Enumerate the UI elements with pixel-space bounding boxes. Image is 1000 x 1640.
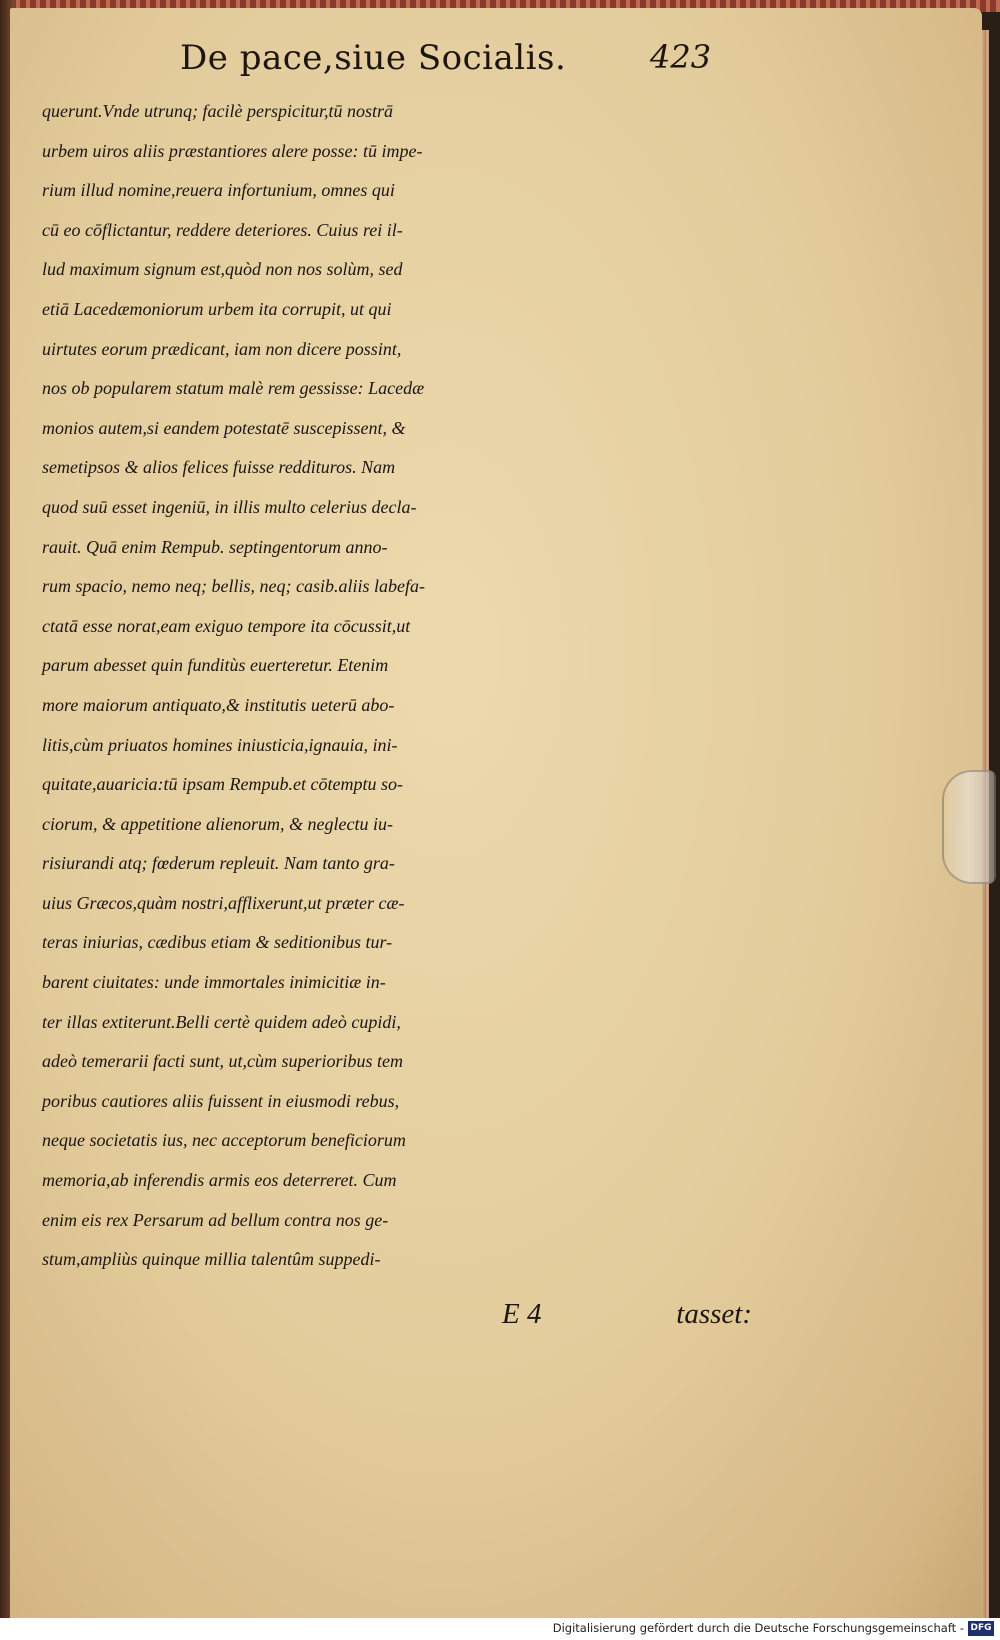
text-line: adeò temerarii facti sunt, ut,cùm superioribus tem: [42, 1051, 403, 1072]
text-line: barent ciuitates: unde immortales inimicitiæ in-: [42, 972, 386, 993]
text-line: neque societatis ius, nec acceptorum beneficiorum: [42, 1130, 406, 1151]
text-line: ter illas extiterunt.Belli certè quidem adeò cupidi,: [42, 1011, 401, 1032]
text-line: etiā Lacedæmoniorum urbem ita corrupit, ut qui: [42, 298, 392, 319]
text-line: risiurandi atq; fœderum repleuit. Nam tanto gra-: [42, 853, 395, 874]
text-line: querunt.Vnde utrunq; facilè perspicitur,tū nostrā: [42, 101, 393, 121]
text-line: uius Græcos,quàm nostri,afflixerunt,ut præter cæ-: [42, 892, 405, 913]
text-line: cū eo cōflictantur, reddere deteriores. Cuius rei il-: [42, 219, 403, 240]
page-clip: [942, 770, 996, 884]
text-line: more maiorum antiquato,& institutis ueterū abo-: [42, 694, 395, 715]
running-head: De pace,siue Socialis.: [180, 38, 567, 78]
text-line: semetipsos & alios felices fuisse reddituros. Nam: [42, 457, 396, 478]
text-line: rauit. Quā enim Rempub. septingentorum anno-: [42, 536, 388, 557]
text-line: enim eis rex Persarum ad bellum contra nos ge-: [42, 1209, 389, 1230]
text-line: quod suū esset ingeniū, in illis multo celerius decla-: [42, 496, 417, 517]
signature-mark: E 4: [502, 1298, 542, 1330]
text-line: lud maximum signum est,quòd non nos solùm, sed: [42, 259, 403, 280]
text-line: rum spacio, nemo neq; bellis, neq; casib.aliis labefa-: [42, 576, 425, 597]
text-line: quitate,auaricia:tū ipsam Rempub.et cōtemptu so-: [42, 774, 403, 795]
body-text: [42, 92, 752, 1280]
text-line: teras iniurias, cædibus etiam & seditionibus tur-: [42, 932, 393, 953]
text-line: urbem uiros aliis præstantiores alere posse: tū impe-: [42, 140, 423, 161]
page-header: [180, 38, 740, 88]
text-line: rium illud nomine,reuera infortunium, omnes qui: [42, 180, 395, 201]
page-number: 423: [650, 38, 712, 76]
catchword: tasset:: [676, 1298, 752, 1330]
text-line: nos ob popularem statum malè rem gessisse: Lacedæ: [42, 378, 425, 399]
dfg-logo-icon: DFG: [968, 1621, 994, 1636]
text-line: parum abesset quin funditùs euerteretur. Etenim: [42, 655, 389, 676]
text-line: uirtutes eorum prædicant, iam non dicere possint,: [42, 338, 402, 359]
text-line: ciorum, & appetitione alienorum, & neglectu iu-: [42, 813, 393, 834]
text-line: litis,cùm priuatos homines iniusticia,ignauia, ini-: [42, 734, 398, 755]
text-line: memoria,ab inferendis armis eos deterreret. Cum: [42, 1170, 397, 1191]
text-line: stum,ampliùs quinque millia talentûm suppedi-: [42, 1249, 381, 1270]
book-page: [10, 8, 982, 1618]
text-line: poribus cautiores aliis fuissent in eiusmodi rebus,: [42, 1090, 400, 1111]
page-footer: [42, 1298, 752, 1338]
credit-bar: [0, 1618, 1000, 1640]
credit-text: Digitalisierung gefördert durch die Deutsche Forschungsgemeinschaft -: [552, 1621, 964, 1635]
text-line: ctatā esse norat,eam exiguo tempore ita cōcussit,ut: [42, 615, 411, 636]
text-line: monios autem,si eandem potestatē suscepissent, &: [42, 417, 406, 438]
